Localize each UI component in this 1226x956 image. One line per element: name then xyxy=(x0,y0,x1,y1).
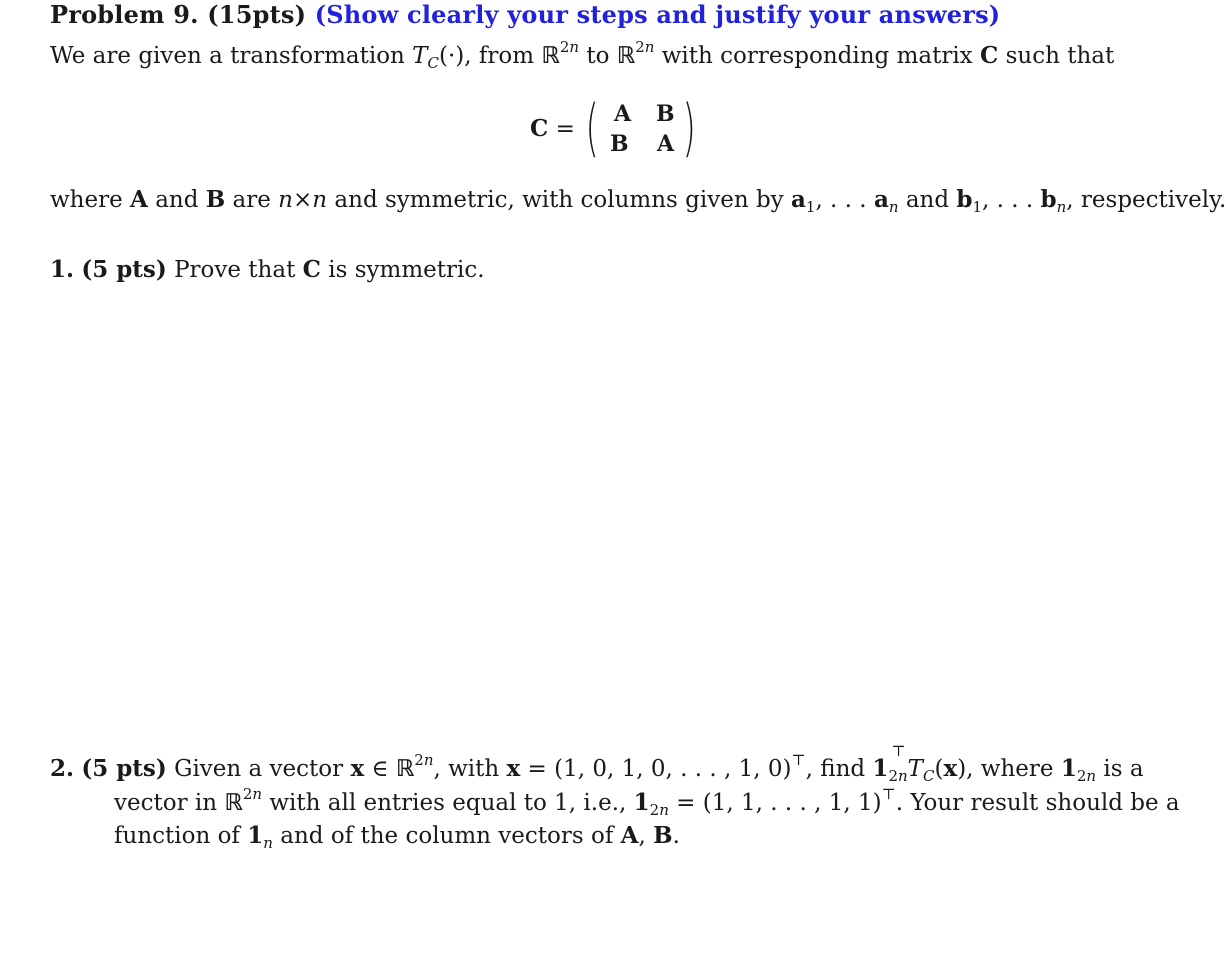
question-2-line-3: function of $1_n$ and of the column vectors of A, B. xyxy=(114,822,680,852)
problem-heading: Problem 9. xyxy=(50,0,199,29)
matrix-c-equation xyxy=(530,91,710,167)
matrix-cell: B xyxy=(656,101,675,127)
problem-title xyxy=(50,0,1000,29)
problem-points: (15pts) xyxy=(207,0,307,29)
where-paragraph: where A and B are n×n and symmetric, with columns given by $a_1$, . . . $a_n$ and $b_1$, . . . $b_n$, respectively. xyxy=(50,186,1226,216)
matrix-cell: A xyxy=(657,131,675,157)
question-2-line-2: vector in ℝ$^{2n}$ with all entries equal to 1, i.e., $1_{2n} = (1$, 1, . . . , 1, 1)⊤. Your result should be a xyxy=(114,785,1180,819)
matrix-cell: A xyxy=(614,101,632,127)
question-1-points: (5 pts) xyxy=(81,256,167,283)
intro-paragraph: We are given a transformation $T_C(\cdot)$, from ℝ$^{2n}$ to ℝ$^{2n}$ with corresponding matrix C such that xyxy=(50,38,1115,72)
question-2-line-1: 2. (5 pts) Given a vector x ∈ ℝ$^{2n}$, with x = (1, 0, 1, 0, . . . , 1, 0)⊤, find $1_{2n}$ ⊤ $T_C(x)$, where $1_{2n}$ is a xyxy=(50,742,1144,785)
question-1: 1. (5 pts) Prove that C is symmetric. xyxy=(50,256,485,283)
right-paren: ) xyxy=(682,91,696,164)
left-paren: ( xyxy=(585,91,599,164)
problem-instruction: (Show clearly your steps and justify your answers) xyxy=(314,0,1001,29)
question-2-number: 2. xyxy=(50,755,75,782)
matrix-lhs: C = xyxy=(530,115,575,142)
matrix-cell: B xyxy=(610,131,629,157)
question-1-number: 1. xyxy=(50,256,75,283)
question-2-points: (5 pts) xyxy=(81,755,167,782)
